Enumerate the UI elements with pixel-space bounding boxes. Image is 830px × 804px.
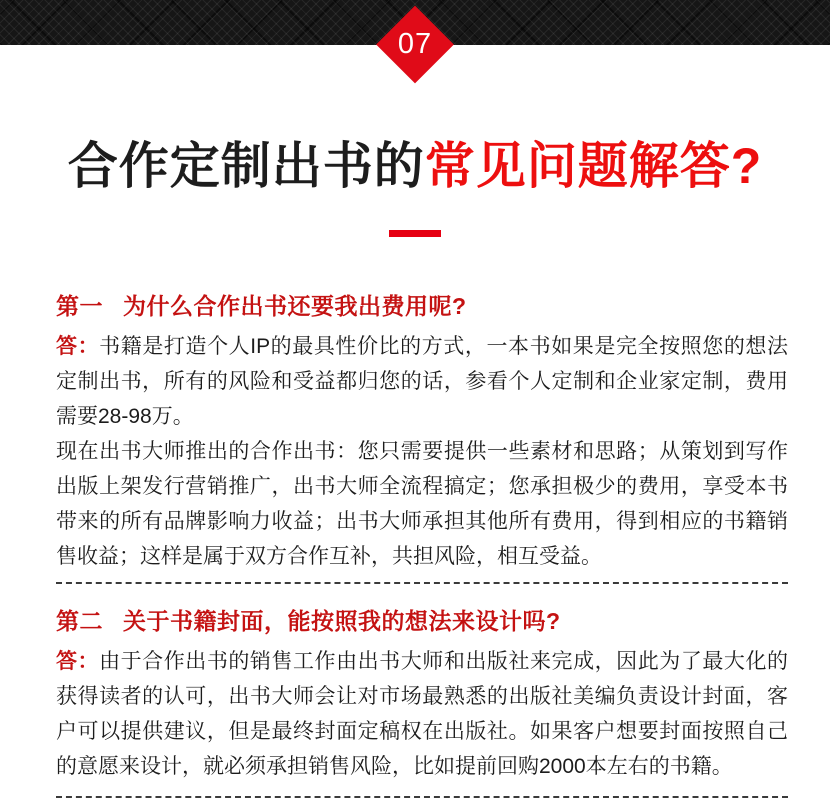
header-band	[0, 0, 830, 60]
answer-label-1: 答：	[56, 335, 100, 358]
dashed-divider-2	[56, 796, 788, 798]
dashed-divider-1	[56, 582, 788, 584]
answer-text-1-1: 书籍是打造个人IP的最具性价比的方式，一本书如果是完全按照您的想法定制出书，所有的风险和受益都归您的话，参看个人定制和企业家定制，费用需要28-98万。	[56, 335, 789, 428]
faq-section-1	[56, 291, 788, 584]
diamond-badge	[376, 6, 454, 84]
badge-number: 07	[397, 28, 433, 60]
answer-text-2-1: 由于合作出书的销售工作由出书大师和出版社来完成，因此为了最大化的获得读者的认可，出书大师会让对市场最熟悉的出版社美编负责设计封面，客户可以提供建议，但是最终封面定稿权在出版社。如果客户想要封面按照自己的意愿来设计，就必须承担销售风险，比如提前回购2000本左右的书籍。	[56, 650, 788, 778]
page-title-red-part: 常见问题解答?	[424, 138, 763, 194]
question-heading-2	[56, 606, 788, 636]
question-text-1: 为什么合作出书还要我出费用呢?	[123, 293, 467, 319]
page-title-black-part: 合作定制出书的	[67, 138, 425, 194]
question-number-1: 第一	[56, 293, 103, 319]
answer-paragraph	[56, 644, 788, 784]
answer-label-2: 答：	[56, 650, 100, 673]
title-underline-dash	[389, 230, 441, 237]
answer-paragraph: 现在出书大师推出的合作出书：您只需要提供一些素材和思路；从策划到写作出版上架发行营销推广，出书大师全流程搞定；您承担极少的费用，享受本书带来的所有品牌影响力收益；出书大师承担其他所有费用，得到相应的书籍销售收益；这样是属于双方合作互补，共担风险，相互受益。	[56, 440, 788, 568]
question-number-2: 第二	[56, 608, 103, 634]
answer-paragraph	[56, 329, 788, 434]
faq-content	[0, 291, 830, 798]
question-text-2: 关于书籍封面，能按照我的想法来设计吗?	[123, 608, 561, 634]
faq-section-2	[56, 606, 788, 798]
page-title	[0, 138, 830, 194]
question-heading-1	[56, 291, 788, 321]
